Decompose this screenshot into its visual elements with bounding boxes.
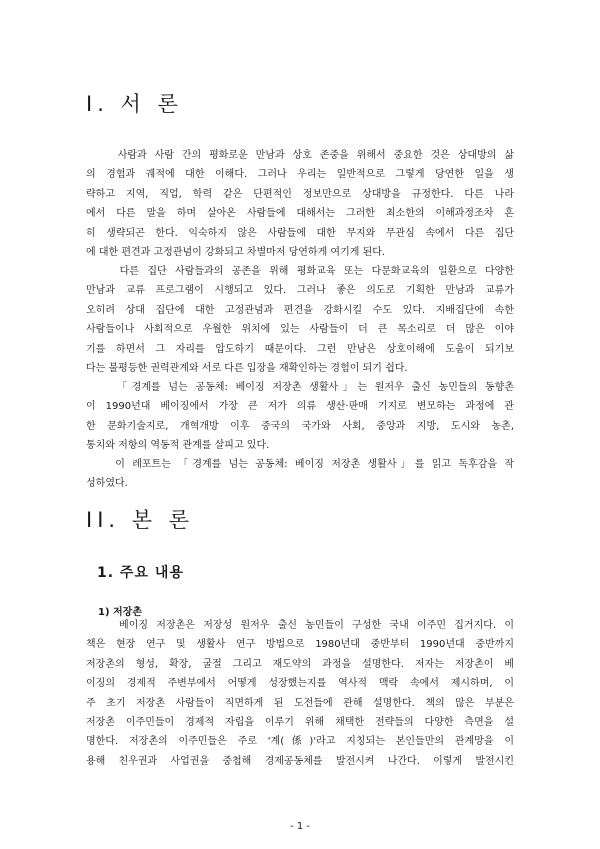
text-line: 사람들이나 사회적으로 우월한 위치에 있는 사람들이 더 큰 목소리로 더 많은 이야 (86, 324, 514, 336)
text-line: 의 경험과 궤적에 대한 이해다. 그러나 우리는 일반적으로 그렇게 당연한 일을 생 (86, 169, 514, 181)
text-line: 책은 현장 연구 및 생활사 연구 방법으로 1980년대 중반부터 1990년대 중반까지 (86, 639, 514, 651)
text-line: 저장촌의 형성, 확장, 굴절 그리고 재도약의 과정을 설명한다. 저자는 저장촌이 베 (86, 658, 514, 670)
text-line: 「경계를 넘는 공동체: 베이징 저장촌 생활사」는 원저우 출신 농민들의 동향촌 (86, 382, 514, 393)
intro-paragraph-3 (86, 378, 514, 456)
section-title-body: II. 본 론 (86, 508, 194, 532)
section-title-introduction: I. 서 론 (86, 92, 183, 116)
text-line: 이 레포트는 「경계를 넘는 공동체: 베이징 저장촌 생활사」를 읽고 독후감을 작 (86, 459, 514, 470)
text-line: 기를 하면서 그 자리를 압도하기 때문이다. 그런 만남은 상호이해에 도움이 되기보 (86, 343, 514, 355)
text-line: 통치와 저항의 역동적 관계를 살피고 있다. (86, 440, 270, 452)
text-line: 이 1990년대 베이징에서 가장 큰 저가 의류 생산·판매 기지로 변모하는 과정에 관 (86, 401, 514, 413)
text-line: 명한다. 저장촌의 이주민들은 주로 '계(係)'라고 지칭되는 본인들만의 관계망을 이 (86, 736, 514, 748)
intro-paragraph-4 (86, 455, 514, 494)
text-line: 다른 집단 사람들과의 공존을 위해 평화교육 또는 다문화교육의 일환으로 다양한 (86, 266, 514, 277)
text-line: 다는 불평등한 권력관계와 서로 다른 입장을 재확인하는 경험이 되기 쉽다. (86, 363, 408, 375)
text-line: 주 초기 저장촌 사람들이 직면하게 된 도전들에 관해 설명한다. 책의 많은 부분은 (86, 697, 514, 709)
text-line: 사람과 사람 간의 평화로운 만남과 상호 존중을 위해서 중요한 것은 상대방의 삶 (86, 150, 514, 161)
intro-paragraph-2 (86, 262, 514, 378)
text-line: 히 생략되곤 한다. 익숙하지 않은 사람들에 대한 무지와 무관심 속에서 다른 집단 (86, 227, 514, 239)
subsubsection-title: 1) 저장촌 (98, 607, 142, 618)
text-line: 만남과 교류 프로그램이 시행되고 있다. 그러나 좋은 의도로 기획한 만남과 교류가 (86, 285, 514, 297)
text-line: 에 대한 편견과 고정관념이 강화되고 차별마저 당연하게 여기게 된다. (86, 247, 386, 259)
text-line: 략하고 지역, 직업, 학력 같은 단편적인 정보만으로 상대방을 규정한다. 다른 나라 (86, 188, 514, 200)
text-line: 저장촌 이주민들이 경제적 자립을 이루기 위해 채택한 전략들의 다양한 측면을 설 (86, 717, 514, 729)
intro-paragraph-1 (86, 146, 514, 262)
text-line: 성하였다. (86, 478, 128, 490)
text-line: 베이징 저장촌은 저장성 원저우 출신 농민들이 구성한 국내 이주민 집거지다. 이 (86, 620, 514, 631)
page-number: - 1 - (290, 821, 310, 832)
text-line: 오히려 상대 집단에 대한 고정관념과 편견을 강화시킬 수도 있다. 지배집단에 속한 (86, 304, 514, 316)
text-line: 에서 다른 말을 하며 살아온 사람들에 대해서는 그러한 최소한의 이해과정조차 흔 (86, 208, 514, 220)
text-line: 이징의 경제적 주변부에서 어떻게 성장했는지를 역사적 맥락 속에서 제시하며, 이 (86, 678, 514, 690)
text-line: 용해 친우권과 사업권을 중첩해 경제공동체를 발전시켜 나간다. 이렇게 발전시킨 (86, 755, 514, 767)
body-paragraph-1 (86, 616, 514, 771)
text-line: 한 문화기술지로, 개혁개방 이후 중국의 국가와 사회, 중앙과 지방, 도시와 농촌, (86, 420, 514, 432)
subsection-title: 1. 주요 내용 (97, 565, 184, 581)
